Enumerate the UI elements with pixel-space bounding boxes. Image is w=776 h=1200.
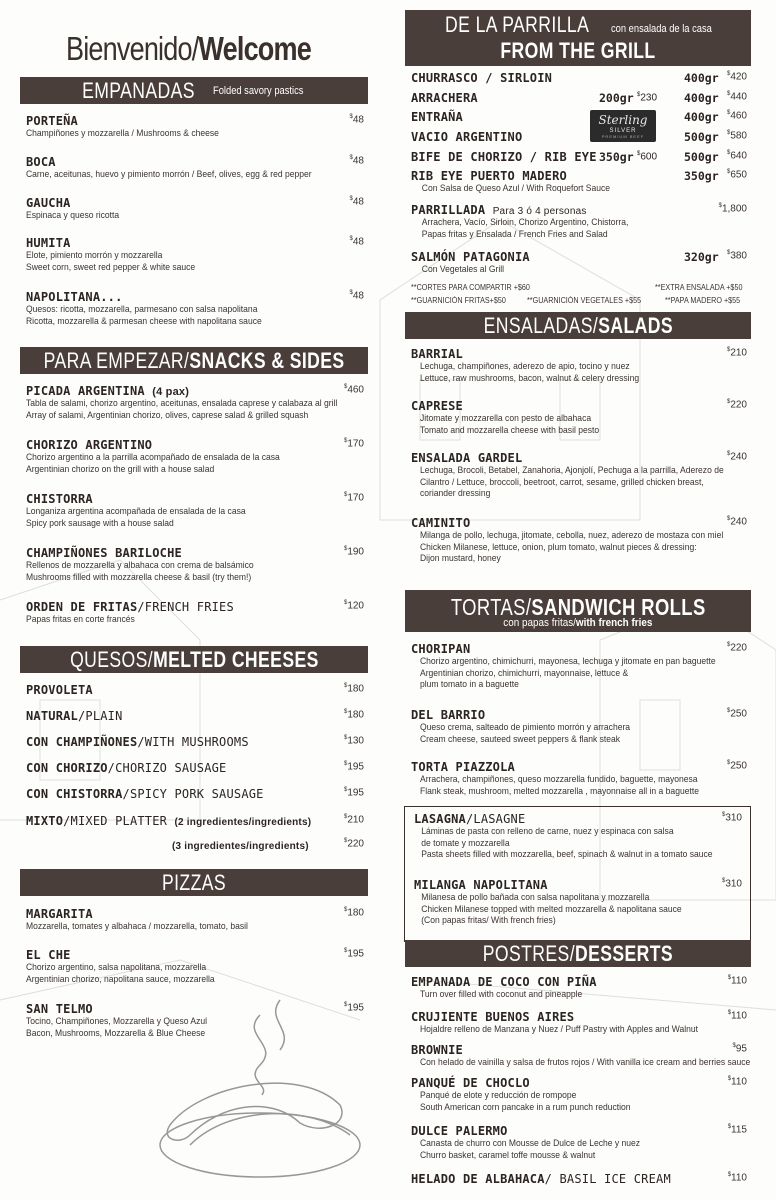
menu-item: RIB EYE PUERTO MADERO 350gr $650 Con Salsa de Queso Azul / With Roquefort Sauce (411, 169, 747, 194)
section-header-quesos: QUESOS/MELTED CHEESES (20, 646, 368, 673)
menu-item: LASAGNA/LASAGNE $310 Láminas de pasta con relleno de carne, nuez y espinaca con salsa de tomate y mozzarella Pasta sheets filled with mozzarella, beef, spinach & walnut in a tomato sauce (414, 812, 742, 860)
menu-item: PANQUÉ DE CHOCLO $110 Panqué de elote y reducción de rompope South American corn pancake in a rum punch reduction (411, 1076, 747, 1113)
menu-item: BARRIAL $210 Lechuga, champiñones, aderezo de apio, tocino y nuez Lettuce, raw mushrooms, bacon, walnut & celery dressing (411, 347, 747, 384)
menu-item: CRUJIENTE BUENOS AIRES $110 Hojaldre relleno de Manzana y Nuez / Puff Pastry with Apples and Walnut (411, 1010, 747, 1035)
menu-item: BOCA $48 Carne, aceitunas, huevo y pimiento morrón / Beef, olives, egg & red pepper (26, 155, 364, 180)
menu-item-extra: (3 ingredientes/ingredients) $220 (172, 838, 364, 852)
menu-item: SALMÓN PATAGONIA 320gr $380 Con Vegetales al Grill (411, 250, 747, 275)
menu-item: GAUCHA $48 Espinaca y queso ricotta (26, 196, 364, 221)
menu-item: CHORIZO ARGENTINO $170 Chorizo argentino a la parrilla acompañado de ensalada de la casa Argentinian chorizo on the grill with a house salad (26, 438, 364, 475)
menu-item: NAPOLITANA... $48 Quesos: ricotta, mozzarella, parmesano con salsa napolitana Ricotta, mozzarella & parmesan cheese with napolitana sauce (26, 290, 364, 327)
grill-note: **CORTES PARA COMPARTIR +$60 (411, 283, 530, 292)
menu-item: TORTA PIAZZOLA $250 Arrachera, champiñones, queso mozzarella fundido, baguette, mayonesa Flank steak, mushroom, melted mozzarella , mayonnaise all in a baguette (411, 760, 747, 797)
menu-item: ENTRAÑA 400gr $460 (411, 110, 747, 124)
menu-item: CAPRESE $220 Jitomate y mozzarella con pesto de albahaca Tomato and mozzarella cheese with basil pesto (411, 399, 747, 436)
menu-item: PICADA ARGENTINA (4 pax) $460 Tabla de salami, chorizo argentino, aceitunas, ensalada caprese y calabaza al grill Array of salami, Argentinian chorizo, olives, caprese salad & grilled squash (26, 384, 364, 421)
menu-item: CON CHISTORRA/SPICY PORK SAUSAGE $195 (26, 787, 364, 801)
menu-item: CON CHAMPIÑONES/WITH MUSHROOMS $130 (26, 735, 364, 749)
menu-item: CHURRASCO / SIRLOIN 400gr $420 (411, 71, 747, 85)
menu-item: CAMINITO $240 Milanga de pollo, lechuga, jitomate, cebolla, nuez, aderezo de mostaza con miel Chicken Milanese, lettuce, onion, plum tomato, walnut pieces & dressing: Dijon mustard, honey (411, 516, 747, 564)
menu-item: EL CHE $195 Chorizo argentino, salsa napolitana, mozzarella Argentinian chorizo, napolitana sauce, mozzarella (26, 948, 364, 985)
section-header-pizzas: PIZZAS (20, 869, 368, 896)
sterling-silver-logo: Sterling SILVER PREMIUM BEEF (590, 110, 656, 142)
menu-item: DULCE PALERMO $115 Canasta de churro con Mousse de Dulce de Leche y nuez Churro basket, caramel toffe mousse & walnut (411, 1124, 747, 1161)
menu-item: CHAMPIÑONES BARILOCHE $190 Rellenos de mozzarella y albahaca con crema de balsámico Mushrooms filled with mozzarella cheese & basil (try them!) (26, 546, 364, 583)
menu-item: CHISTORRA $170 Longaniza argentina acompañada de ensalada de la casa Spicy pork sausage with a house salad (26, 492, 364, 529)
menu-item: MARGARITA $180 Mozzarella, tomates y albahaca / mozzarella, tomato, basil (26, 907, 364, 932)
section-header-empanadas: EMPANADAS Folded savory pastics (20, 77, 368, 104)
menu-item: VACIO ARGENTINO 500gr $580 (411, 130, 747, 144)
welcome-title: Bienvenido/Welcome (66, 30, 311, 67)
menu-item: CON CHORIZO/CHORIZO SAUSAGE $195 (26, 761, 364, 775)
menu-item: ARRACHERA 200gr $230 400gr $440 (411, 91, 747, 105)
section-header-snacks: PARA EMPEZAR/SNACKS & SIDES (20, 347, 368, 374)
grill-note: **GUARNICIÓN VEGETALES +$55 (527, 296, 642, 305)
menu-item: BROWNIE $95 Con helado de vainilla y salsa de frutos rojos / With vanilla ice cream and berries sauce (411, 1043, 751, 1068)
menu-item: CHORIPAN $220 Chorizo argentino, chimichurri, mayonesa, lechuga y jitomate en pan baguette Argentinian chorizo, chimichurri, mayonnaise, lettuce & plum tomato in a baguette (411, 642, 747, 690)
grill-note: **PAPA MADERO +$55 (665, 296, 741, 305)
section-header-desserts: POSTRES/DESSERTS (405, 940, 751, 967)
menu-item: ORDEN DE FRITAS/FRENCH FRIES $120 Papas fritas en corte francés (26, 600, 364, 625)
section-header-grill: DE LA PARRILLA con ensalada de la casa FROM THE GRILL (405, 10, 751, 66)
menu-item: HELADO DE ALBAHACA/ BASIL ICE CREAM $110 (411, 1172, 747, 1186)
menu-item: MIXTO/MIXED PLATTER (2 ingredientes/ingredients) $210 (26, 814, 364, 828)
menu-item: SAN TELMO $195 Tocino, Champiñones, Mozzarella y Queso Azul Bacon, Mushrooms, Mozzarella & Blue Cheese (26, 1002, 364, 1039)
menu-item: NATURAL/PLAIN $180 (26, 709, 364, 723)
menu-item: HUMITA $48 Elote, pimiento morrón y mozzarella Sweet corn, sweet red pepper & white sauce (26, 236, 364, 273)
menu-item: EMPANADA DE COCO CON PIÑA $110 Turn over filled with coconut and pineapple (411, 975, 747, 1000)
section-header-salads: ENSALADAS/SALADS (405, 312, 751, 339)
grill-note: **GUARNICIÓN FRITAS+$50 (411, 296, 506, 305)
menu-item: BIFE DE CHORIZO / RIB EYE 350gr $600 500gr $640 (411, 150, 747, 164)
menu-item: ENSALADA GARDEL $240 Lechuga, Brocoli, Betabel, Zanahoria, Ajonjolí, Pechuga a la parrilla, Aderezo de Cilantro / Lettuce, broccoli, beetroot, carrot, sesame, grilled chicken breast, coriander dressing (411, 451, 747, 499)
grill-note: **EXTRA ENSALADA +$50 (655, 283, 743, 292)
menu-item: PROVOLETA $180 (26, 683, 364, 697)
menu-item: PARRILLADA Para 3 ó 4 personas $1,800 Arrachera, Vacío, Sirloin, Chorizo Argentino, Chistorra, Papas fritas y Ensalada / French Fries and Salad (411, 203, 747, 240)
section-header-tortas: TORTAS/SANDWICH ROLLS con papas fritas/with french fries (405, 590, 751, 632)
menu-item: MILANGA NAPOLITANA $310 Milanesa de pollo bañada con salsa napolitana y mozzarella Chicken Milanese topped with melted mozzarella & napolitana sauce (Con papas fritas/ With french fries) (414, 878, 742, 926)
left-column (20, 0, 368, 1200)
menu-item: DEL BARRIO $250 Queso crema, salteado de pimiento morrón y arrachera Cream cheese, sauteed sweet peppers & flank steak (411, 708, 747, 745)
menu-item: PORTEÑA $48 Champiñones y mozzarella / Mushrooms & cheese (26, 114, 364, 139)
